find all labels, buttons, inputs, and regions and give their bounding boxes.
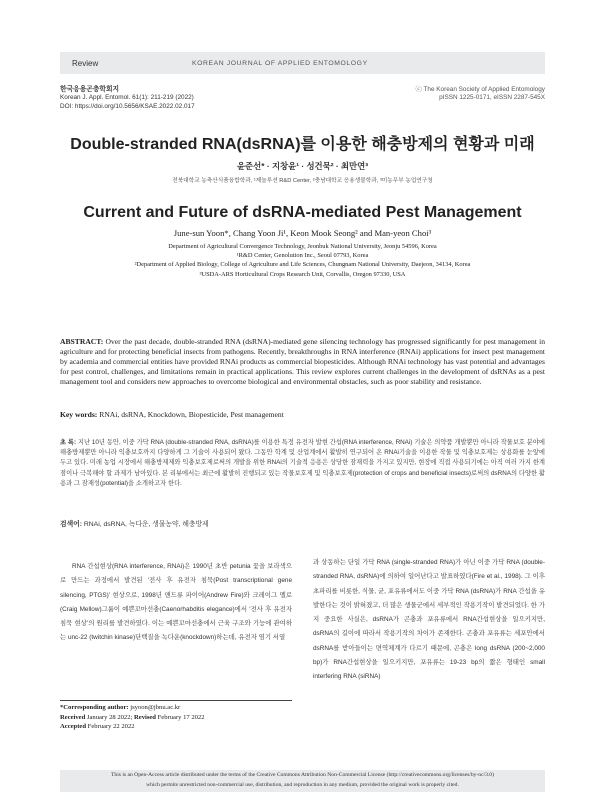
ko-keywords-label: 검색어: [60,521,82,528]
doi-link[interactable]: DOI: https://doi.org/10.5656/KSAE.2022.02.017 [60,102,195,110]
citation-block [60,86,195,111]
keywords-korean [60,518,545,528]
journal-korean-name: 한국응용곤충학회지 [60,86,120,93]
ko-keywords-text: RNAi, dsRNA, 녹다운, 생물농약, 해충방제 [83,521,209,528]
copyright: ⓒ The Korean Society of Applied Entomology [415,86,545,93]
authors-english: June-sun Yoon*, Chang Yoon Ji¹, Keon Mook Seong² and Man-yeon Choi³ [173,228,432,238]
affiliation-line: ³USDA-ARS Horticultural Crops Research Unit, Corvallis, Oregon 97330, USA [199,270,406,278]
citation: Korean J. Appl. Entomol. 61(1): 211-219 (2022) [60,94,194,102]
keywords-text: RNAi, dsRNA, Knockdown, Biopesticide, Pest management [99,410,284,419]
corresponding-author-email[interactable]: jsyoon@jbnu.ac.kr [130,704,181,711]
affiliation-line: ¹R&D Center, Genolution Inc., Seoul 07793, Korea [236,252,369,260]
license-line-2: which permits unrestricted non-commercial use, distribution, and reproduction in any medium, provided the original work is properly cited. [146,781,459,788]
license-line-1: This is an Open-Access article distributed under the terms of the Creative Commons Attribution Non-Commercial License (http://creativecommons.org/licenses/by-nc/3.0) [111,772,494,778]
received-label: Received [60,713,86,721]
abstract-english [60,337,545,387]
accepted-date: February 22 2022 [87,723,135,731]
revised-label: Revised [134,713,156,721]
abstract-label: ABSTRACT: [60,337,104,346]
accepted-label: Accepted [60,723,86,731]
ko-abstract-text: 지난 10년 동안, 이중 가닥 RNA (double-stranded RNA, dsRNA)를 이용한 특정 유전자 발현 간섭(RNA interference, RNAi) 기술은 의약품 개발뿐만 아니라 작물보호 분야에 해충방제뿐만 아니라 익충보호까지 다양하게 그 기술이 사용되어 왔다. 그동안 학계 및 산업계에서 활발히 연구되어 온 RNAi기술을 이용한 작물 및 익충보호제는 상용화를 눈앞에 두고 있다. 미래 농업 시장에서 해충방제제와 익충보호제로써의 개발을 위한 RNAi의 기술적 응용은 상당한 잠재력을 가지고 있지만, 현장에 직접 사용되기에는 아직 여러 가지 한계점이나 극복해야 할 과제가 남아있다. 본 리뷰에서는 최근에 활발히 진행되고 있는 작물보호제 및 익충보호제(protection of crops and beneficial insects)로써의 dsRNA의 다양한 활용과 그 잠재성(potential)을 소개하고자 한다. [60,439,545,487]
body-column-left: RNA 간섭현상(RNA interference, RNAi)은 1990년 초반 petunia 꽃을 보라색으로 만드는 과정에서 발견된 ‘전사 후 유전자 침묵(Post transcriptional gene silencing, PTGS)’ 현상으로, 1998년 앤드류 파이어(Andrew Fire)와 크레이그 멜로(Craig Mellow)그룹이 예쁜꼬마선충(Caenorhabditis elegance)에서 ‘전사 후 유전자 침묵 현상’의 원리를 발견하였다. 이는 예쁜꼬마선충에서 근육 구조와 기능에 관여하는 unc-22 (twitchin kinase)단백질을 녹다운(knockdown)하는데, 유전자 염기 서열 [60,563,292,642]
license-footer [60,771,545,790]
authors-korean: 윤준선* · 지창윤¹ · 성건묵² · 최만연³ [236,161,369,171]
received-date: January 28 2022; [86,713,133,721]
abstract-korean [60,438,545,489]
section-label: Review [72,58,99,68]
corresponding-author [60,703,292,713]
footnote-divider [60,700,292,701]
ko-abstract-label: 초 록: [60,439,77,446]
affiliations-korean: 전북대학교 농축산식품융합학과, ¹제놀루션 R&D Center, ²충남대학교 응용생물학과, ³미농무부 농업연구청 [172,178,433,184]
abstract-text: Over the past decade, double-stranded RNA (dsRNA)-mediated gene silencing technology has progressed significantly for pest management in agriculture and for protecting beneficial insects from pathogens. Recently, breakthroughs in RNA interference (RNAi) applications for insect pest management by academia and commercial entities have provided RNAi products as commercial biopesticides. Although RNAi technology has vast potential and advantages for pest control, challenges, and limitations remain in practical applications. This review explores current challenges in the development of dsRNAs as a pest management tool and considers new approaches to overcome biological and environmental obstacles, such as poor stability and resistance. [60,337,545,386]
keywords-label: Key words: [60,410,98,419]
revised-date: February 17 2022 [157,713,205,721]
received-revised-dates [60,713,292,723]
accepted-date-line [60,722,292,732]
affiliation-line: Department of Agricultural Convergence Technology, Jeonbuk National University, Jeonju 54596, Korea [168,243,437,250]
keywords-english [60,410,545,419]
copyright-block [372,86,545,103]
issn: pISSN 1225-0171, eISSN 2287-545X [439,94,545,102]
title-korean: Double-stranded RNA(dsRNA)를 이용한 해충방제의 현황과 미래 [70,136,535,153]
journal-name: KOREAN JOURNAL OF APPLIED ENTOMOLOGY [192,59,368,67]
corresponding-author-label: *Corresponding author: [60,704,129,711]
journal-header-band [60,52,545,74]
title-english: Current and Future of dsRNA-mediated Pest Management [83,204,522,221]
affiliation-line: ²Department of Applied Biology, College of Agriculture and Life Sciences, Chungnam National University, Daejeon, 34134, Korea [134,261,471,269]
affiliations-english [60,242,545,279]
correspondence-block [60,703,292,732]
body-column-right: 과 상동하는 단일 가닥 RNA (single-stranded RNA)가 아닌 이중 가닥 RNA (double-stranded RNA, dsRNA)에 의하여 일어난다고 발표하였다(Fire et al., 1998). 그 이후 초파리를 비롯한, 식물, 균, 포유류에서도 이중 가닥 RNA (dsRNA)가 RNA 간섭을 유발한다는 것이 밝혀졌고, 더 많은 생물군에서 세부적인 작용기작이 발견되었다. 한 가지 중요한 사실은, dsRNA가 곤충과 포유류에서 RNA간섭현상을 일으키지만, dsRNA의 길이에 따라서 작용기작의 차이가 존재한다. 곤충과 포유류는 세포안에서 dsRNA를 받아들이는 면역체계가 다르기 때문에, 곤충은 long dsRNA (200~2,000 bp)가 RNA간섭현상을 일으키지만, 포유류는 19-23 bp의 짧은 형태인 small interfering RNA (siRNA) [313,559,545,681]
